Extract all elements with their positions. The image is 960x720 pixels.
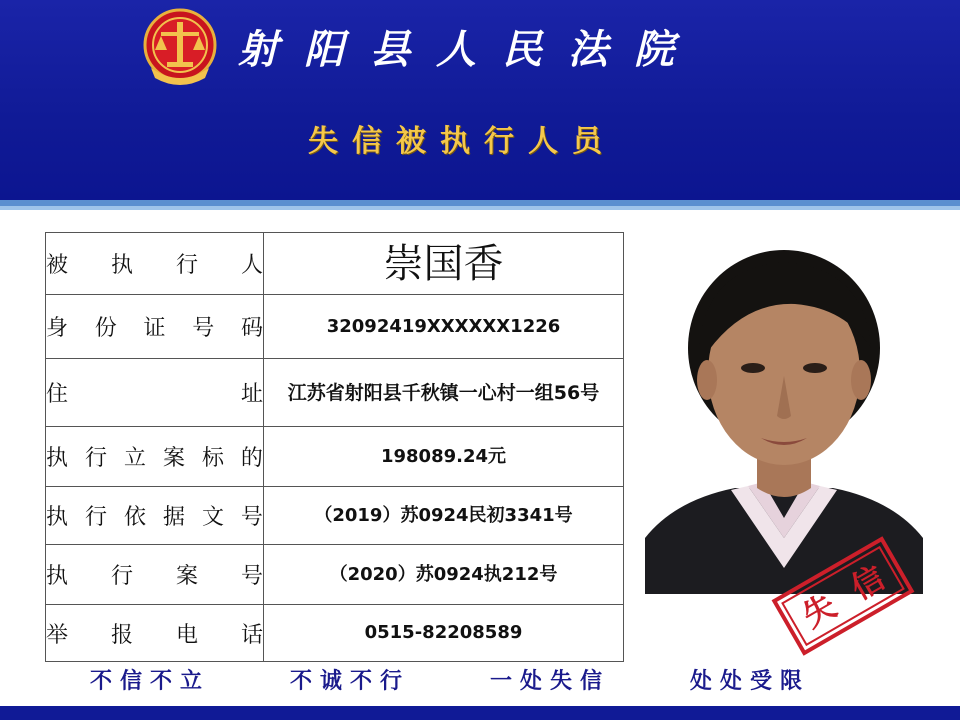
label-char: 的 [240,446,263,471]
debtor-name: 崇国香 [264,233,624,295]
label-char: 电 [175,622,198,648]
label-char: 身 [46,316,69,341]
slogan-item: 一处失信 [489,668,610,694]
label-char: 号 [192,316,215,341]
id-number: 32092419XXXXXX1226 [264,295,624,359]
label-char: 文 [201,505,224,530]
report-phone: 0515-82208589 [264,605,624,662]
label-char: 被 [46,253,69,278]
table-row [46,359,624,427]
row-label [46,618,263,649]
label-cell [46,359,264,427]
court-name: 射阳县人民法院 [238,26,700,73]
court-emblem-icon [143,8,217,86]
label-char: 码 [240,316,263,341]
row-label [46,500,263,531]
table-row [46,605,624,662]
label-char: 话 [240,622,263,648]
stamp-char: 失 [795,586,843,636]
table-row [46,487,624,545]
label-char: 人 [240,253,263,278]
label-char: 执 [46,505,69,530]
label-cell [46,545,264,605]
label-char: 行 [175,253,198,278]
label-char: 执 [110,253,133,278]
footer-bar [0,706,960,720]
label-char: 标 [201,446,224,471]
table-row [46,295,624,359]
basis-document-number: （2019）苏0924民初3341号 [264,487,624,545]
label-char: 份 [94,316,117,341]
table-row [46,427,624,487]
label-char: 号 [240,505,263,530]
label-char: 报 [110,622,133,648]
table-row [46,233,624,295]
row-label [46,441,263,472]
label-char: 立 [123,446,146,471]
label-cell [46,427,264,487]
row-label [46,248,263,279]
row-label [46,311,263,342]
label-char: 证 [143,316,166,341]
label-char: 执 [46,564,69,589]
slogan-bar [90,664,810,698]
label-char: 号 [240,564,263,589]
slogan-item: 不诚不行 [289,668,410,694]
stamp-char: 信 [844,558,892,608]
label-char: 依 [123,505,146,530]
table-row [46,545,624,605]
label-cell [46,605,264,662]
header-banner [0,0,960,200]
label-char: 案 [175,564,198,589]
row-label [46,559,263,590]
label-char: 案 [162,446,185,471]
debtor-photo [645,238,923,636]
label-char: 址 [240,382,263,407]
label-cell [46,295,264,359]
case-amount: 198089.24元 [264,427,624,487]
label-char: 行 [84,446,107,471]
slogan-item: 处处受限 [689,668,810,694]
case-number: （2020）苏0924执212号 [264,545,624,605]
label-char: 行 [110,564,133,589]
label-char: 据 [162,505,185,530]
slogan-item: 不信不立 [90,668,211,694]
address-value: 江苏省射阳县千秋镇一心村一组56号 [264,359,624,427]
label-char: 住 [46,382,69,407]
row-label [46,377,263,408]
label-char: 举 [46,622,69,648]
label-cell [46,233,264,295]
debtor-info-table [45,232,624,662]
label-char: 行 [84,505,107,530]
label-char: 执 [46,446,69,471]
page-subtitle: 失信被执行人员 [308,124,616,159]
label-cell [46,487,264,545]
header-divider-light [0,206,960,210]
